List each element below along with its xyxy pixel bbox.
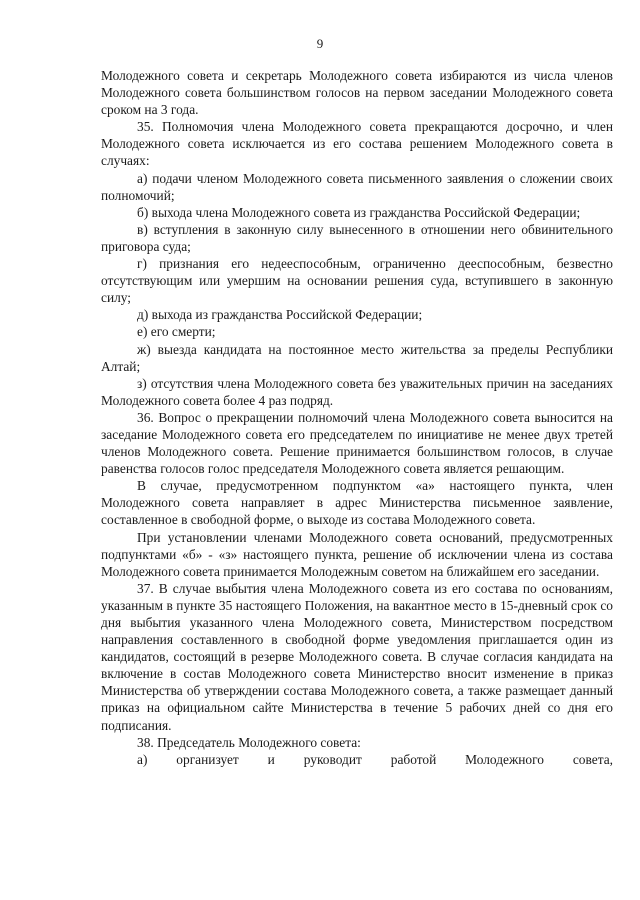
paragraph: Молодежного совета и секретарь Молодежного совета избираются из числа членов Молодежного совета большинством голосов на первом заседании Молодежного совета сроком на 3 года. xyxy=(101,68,613,118)
list-item-zh: ж) выезда кандидата на постоянное место жительства за пределы Республики Алтай; xyxy=(101,341,613,374)
list-item-g: г) признания его недееспособным, ограниченно дееспособным, безвестно отсутствующим или умершим на основании решения суда, вступившего в законную силу; xyxy=(101,256,613,306)
paragraph: При установлении членами Молодежного совета оснований, предусмотренных подпунктами «б» - «з» настоящего пункта, решение об исключении члена из состава Молодежного совета принимается Молодежным советом на ближайшем его заседании. xyxy=(101,529,613,579)
paragraph: В случае, предусмотренном подпунктом «а» настоящего пункта, член Молодежного совета направляет в адрес Министерства письменное заявление, составленное в свободной форме, о выходе из состава Молодежного совета. xyxy=(101,478,613,528)
list-item-b: б) выхода члена Молодежного совета из гражданства Российской Федерации; xyxy=(137,204,581,220)
paragraph-38: 38. Председатель Молодежного совета: xyxy=(137,734,361,750)
list-item-d: д) выхода из гражданства Российской Федерации; xyxy=(137,307,423,323)
paragraph-35: 35. Полномочия члена Молодежного совета прекращаются досрочно, и член Молодежного совета исключается из его состава решением Молодежного совета в случаях: xyxy=(101,119,613,169)
paragraph-37: 37. В случае выбытия члена Молодежного совета из его состава по основаниям, указанным в пункте 35 настоящего Положения, на вакантное место в 15-дневный срок со дня выбытия указанного члена Молодежного совета, Министерством посредством направления составленного в свободной форме уведомления приглашается один из кандидатов, состоящий в резерве Молодежного совета. В случае согласия кандидата на включение в состав Молодежного совета Министерство вносит изменение в приказ Министерства об утверждении состава Молодежного совета, а также размещает данный приказ на официальном сайте Министерства в течение 5 рабочих дней со дня его подписания. xyxy=(101,580,613,733)
page-number: 9 xyxy=(316,36,324,51)
list-item-e: е) его смерти; xyxy=(137,324,216,340)
list-item-a: а) организует и руководит работой Молодежного совета, xyxy=(137,751,613,767)
paragraph-36: 36. Вопрос о прекращении полномочий члена Молодежного совета выносится на заседание Молодежного совета его председателем по инициативе не менее двух третей членов Молодежного совета. Решение принимается большинством голосов, в случае равенства голосов голос председателя Молодежного совета является решающим. xyxy=(101,409,613,477)
list-item-v: в) вступления в законную силу вынесенного в отношении него обвинительного приговора суда; xyxy=(101,221,613,254)
list-item-a: а) подачи членом Молодежного совета письменного заявления о сложении своих полномочий; xyxy=(101,170,613,203)
document-body xyxy=(101,67,613,768)
list-item-z: з) отсутствия члена Молодежного совета без уважительных причин на заседаниях Молодежного совета более 4 раз подряд. xyxy=(101,375,613,408)
